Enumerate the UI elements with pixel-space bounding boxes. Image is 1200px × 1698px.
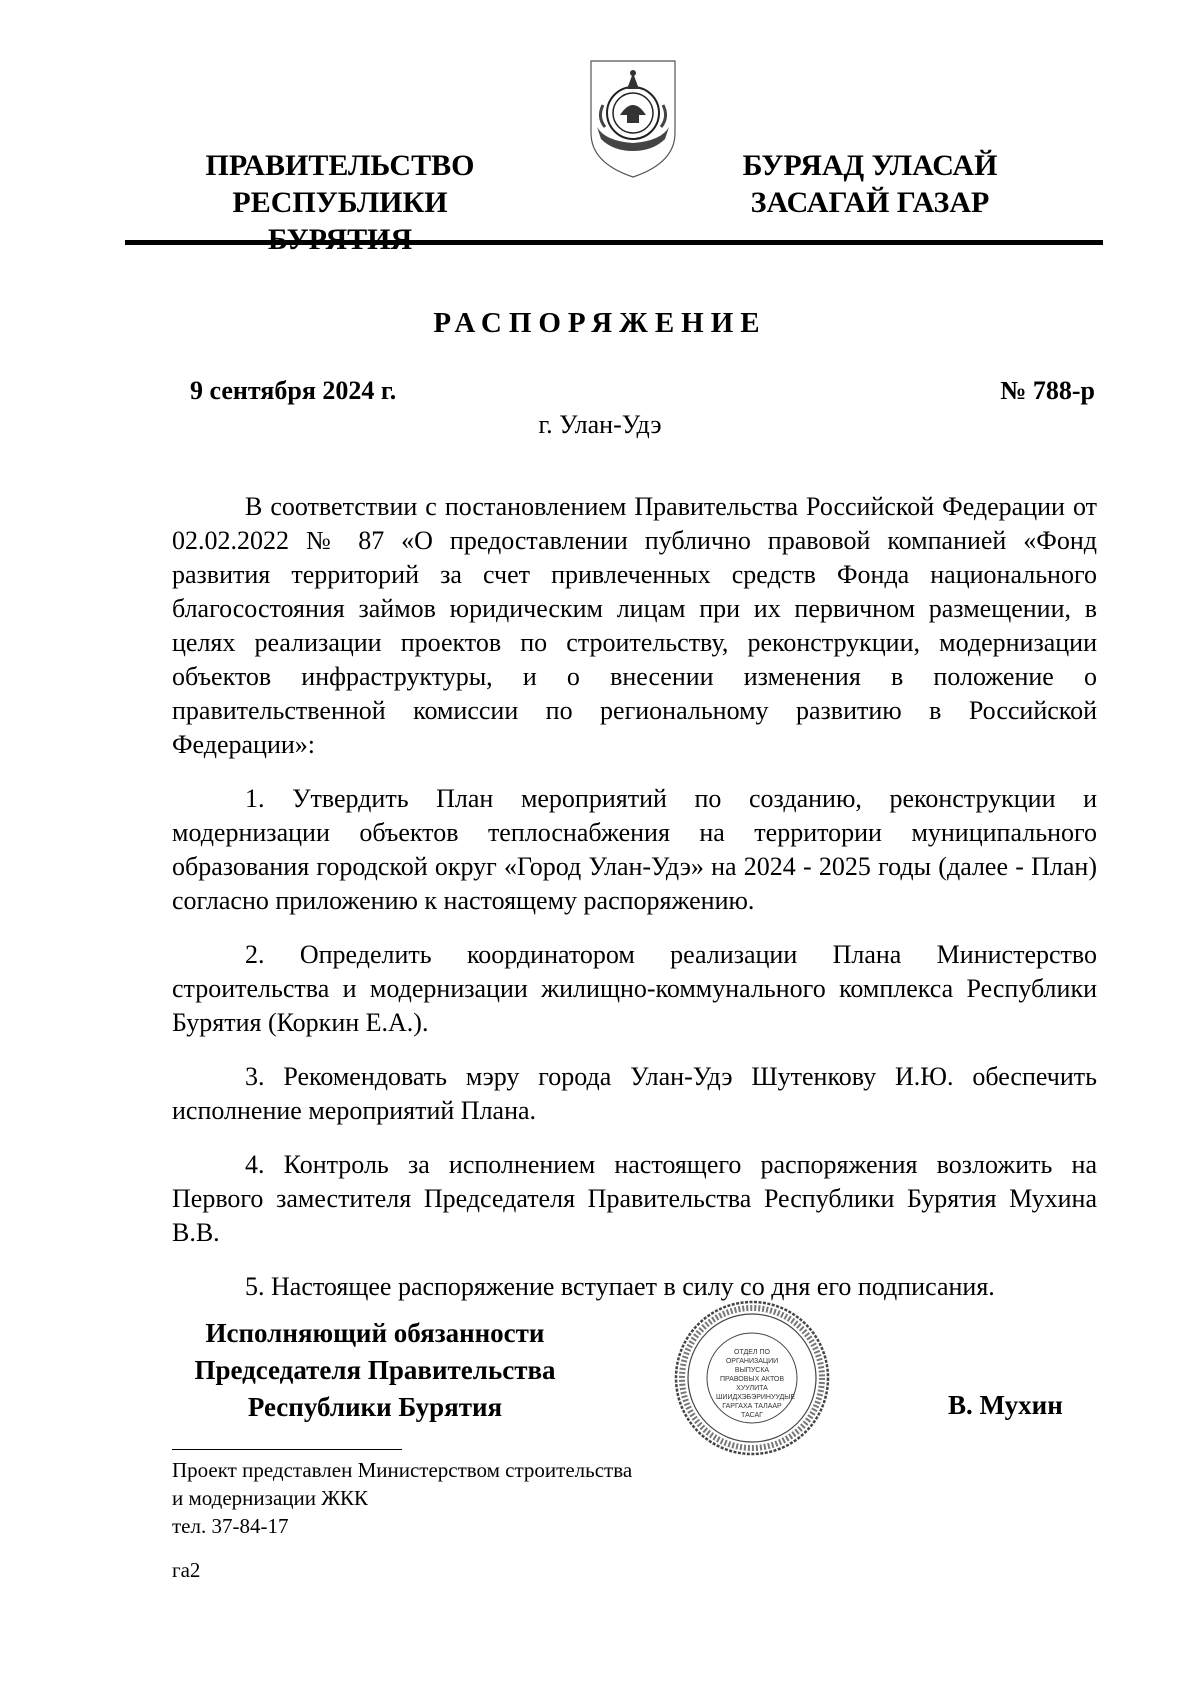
header-right-line2: ЗАСАГАЙ ГАЗАР — [750, 186, 990, 219]
document-body — [172, 490, 1097, 1324]
document-number: № 788-р — [1000, 376, 1095, 405]
document-date: 9 сентября 2024 г. — [190, 376, 397, 405]
buryatia-coat-of-arms-icon — [583, 55, 683, 180]
document-city: г. Улан-Удэ — [538, 410, 662, 439]
signatory-position-line3: Республики Бурятия — [247, 1392, 503, 1422]
list-item: 5. Настоящее распоряжение вступает в силу со дня его подписания. — [245, 1272, 995, 1301]
header-left-line1: ПРАВИТЕЛЬСТВО — [205, 149, 475, 182]
stamp-center-text: ОТДЕЛ ПО ОРГАНИЗАЦИИ ВЫПУСКА ПРАВОВЫХ АКТОВ ХУУЛИТА ШИИДХЭБЭРИНУУДЫЕ ГАРГАХА ТАЛААР ТАСАГ — [716, 1349, 796, 1419]
signatory-position — [160, 1315, 590, 1426]
preamble-paragraph: В соответствии с постановлением Правительства Российской Федерации от 02.02.2022 № 87 «О предоставлении публично правовой компанией «Фонд развития территорий за счет привлеченных средств Фонда национального благосостояния займов юридическим лицам при их первичном размещении, в целях реализации проектов по строительству, реконструкции, модернизации объектов инфраструктуры, и о внесении изменения в положение о правительственной комиссии по региональному развитию в Российской Федерации»: — [172, 492, 1097, 759]
signatory-name: В. Мухин — [948, 1390, 1063, 1420]
list-item: 1. Утвердить План мероприятий по созданию, реконструкции и модернизации объектов теплоснабжения на территории муниципального образования городской округ «Город Улан-Удэ» на 2024 - 2025 годы (далее - План) согласно приложению к настоящему распоряжению. — [172, 784, 1097, 915]
header-left-line2: РЕСПУБЛИКИ — [232, 186, 448, 219]
list-item: 3. Рекомендовать мэру города Улан-Удэ Шутенкову И.Ю. обеспечить исполнение мероприятий Плана. — [172, 1062, 1097, 1125]
header-right — [700, 147, 1040, 221]
note-line3: тел. 37-84-17 — [172, 1514, 289, 1538]
signatory-position-line1: Исполняющий обязанности — [205, 1318, 545, 1348]
document-code: га2 — [172, 1558, 201, 1582]
list-item: 2. Определить координатором реализации Плана Министерство строительства и модернизации жилищно-коммунального комплекса Республики Бурятия (Коркин Е.А.). — [172, 940, 1097, 1037]
prepared-by-note — [172, 1456, 632, 1540]
official-stamp-icon — [672, 1298, 832, 1458]
list-item: 4. Контроль за исполнением настоящего распоряжения возложить на Первого заместителя Председателя Правительства Республики Бурятия Мухина В.В. — [172, 1150, 1097, 1247]
signatory-position-line2: Председателя Правительства — [194, 1355, 556, 1385]
note-line1: Проект представлен Министерством строительства — [172, 1458, 633, 1482]
header-divider — [125, 240, 1103, 245]
header-right-line1: БУРЯАД УЛАСАЙ — [742, 149, 998, 182]
note-divider — [172, 1449, 402, 1450]
note-line2: и модернизации ЖКК — [172, 1486, 369, 1510]
document-title: РАСПОРЯЖЕНИЕ — [433, 307, 767, 339]
